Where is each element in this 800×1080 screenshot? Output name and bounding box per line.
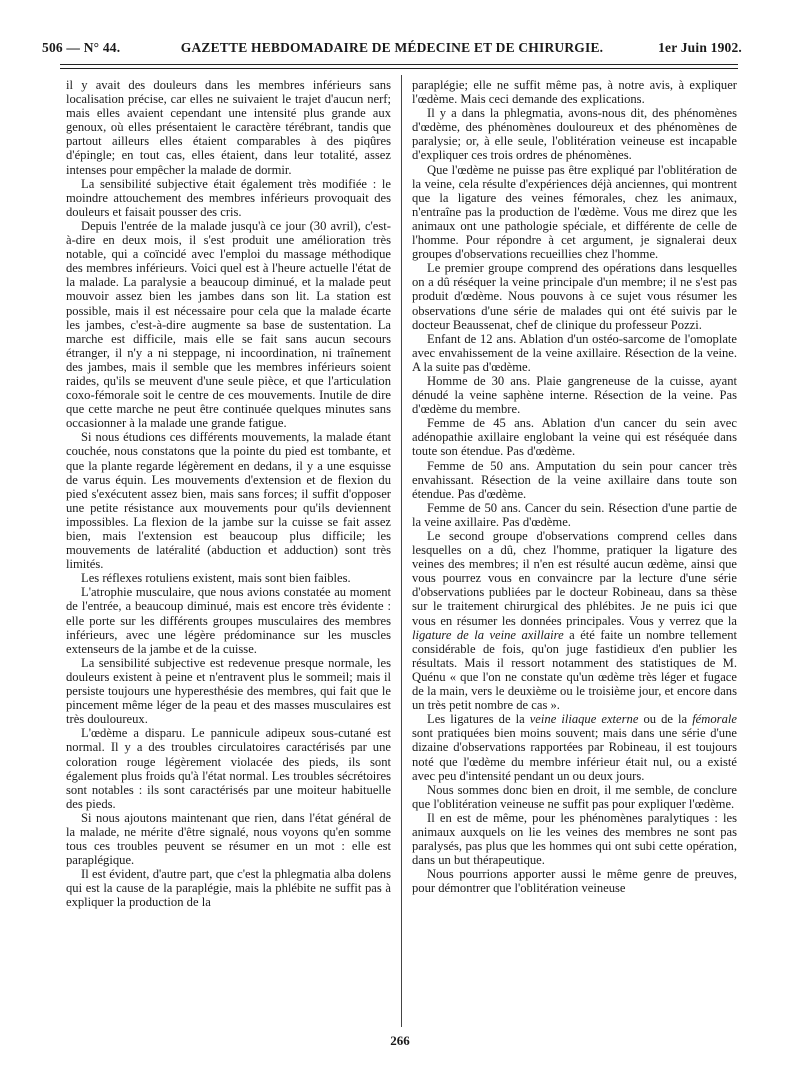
header-rule-top <box>60 64 738 65</box>
paragraph: Le premier groupe comprend des opérations dans lesquelles on a dû réséquer la veine principale d'un membre; il ne s'est pas produit d'œdème. Nous pouvons à ce sujet vous résumer les observations d'une série de malades qui ont été suivis par le docteur Beaussenat, chef de clinique du professeur Pozzi. <box>412 261 737 332</box>
header-rule-bottom <box>60 68 738 69</box>
text-run: Les ligatures de la <box>427 712 525 727</box>
journal-title: GAZETTE HEBDOMADAIRE DE MÉDECINE ET DE CHIRURGIE. <box>180 40 604 55</box>
paragraph: Femme de 50 ans. Cancer du sein. Résection d'une partie de la veine axillaire. Pas d'œdème. <box>412 500 737 529</box>
paragraph <box>412 712 737 782</box>
paragraph: Nous pourrions apporter aussi le même genre de preuves, pour démontrer que l'oblitération veineuse <box>412 867 737 896</box>
text-run: Le second groupe d'observations comprend celles dans lesquelles on a dû, chez l'homme, pratiquer la ligature des veines des membres; il n'en est résulté aucun œdème, ainsi que vous pourrez vous en convaincre par la lecture d'une série d'observations publiées par le docteur Robineau, dans sa thèse sur le traitement chirurgical des phlébites. Je ne puis ici que vous en résumer les données principales. Vous y verrez que la <box>412 529 737 628</box>
paragraph: Enfant de 12 ans. Ablation d'un ostéo-sarcome de l'omoplate avec envahissement de la veine axillaire. Résection de la veine. A la suite pas d'œdème. <box>412 331 737 374</box>
paragraph <box>412 529 737 712</box>
paragraph: La sensibilité subjective est redevenue presque normale, les douleurs existent à peine et n'entravent plus le sommeil; mais il persiste toujours une hyperesthésie des membres, qui fait que le pincement même léger de la peau et des masses musculaires est très douloureux. <box>66 655 391 727</box>
paragraph: Si nous étudions ces différents mouvements, la malade étant couchée, nous constatons que la pointe du pied est tombante, et que la plante regarde légèrement en dedans, il y a une esquisse de varus équin. Les mouvements d'extension et de flexion du pied s'exécutent assez bien, mais sans forces; il suffit d'opposer une petite résistance aux mouvements pour qu'ils deviennent impossibles. La flexion de la jambe sur la cuisse se fait assez bien, mais l'extension est beaucoup plus difficile; les mouvements de latéralité (abduction et adduction) sont très limités. <box>66 430 391 572</box>
page-issue-number: 506 — N° 44. <box>42 40 121 55</box>
paragraph: Depuis l'entrée de la malade jusqu'à ce jour (30 avril), c'est-à-dire en deux mois, il s'est produit une amélioration très notable, qui a coïncidé avec l'emploi du massage méthodique des membres inférieurs. Voici quel est à l'heure actuelle l'état de la malade. La paralysie a beaucoup diminué, et la malade peut mouvoir assez bien les jambes dans son lit. La station est possible, mais il est nécessaire pour cela que la malade écarte les jambes, c'est-à-dire augmente sa base de sustentation. La marche est difficile, mais elle se fait sans aucun secours étranger, il n'y a ni steppage, ni incoordination, ni traînement des jambes, mais il semble que les membres inférieurs soient raides, qu'ils se meuvent d'une seule pièce, et que l'articulation coxo-fémorale soit le centre de ces mouvements. Inutile de dire que cette marche ne peut être continuée quelques minutes sans occasionner à la malade une grande fatigue. <box>66 218 391 431</box>
paragraph: Que l'œdème ne puisse pas être expliqué par l'oblitération de la veine, cela résulte d'expériences déjà anciennes, qui montrent que la ligature des veines fémorales, chez les animaux, n'entraîne pas la production de l'œdème. Vous me direz que les animaux ont une pathologie spéciale, et différente de celle de l'homme. Pour répondre à cet argument, je signalerai deux groupes d'observations recueillies chez l'homme. <box>412 162 737 262</box>
paragraph: Si nous ajoutons maintenant que rien, dans l'état général de la malade, ne mérite d'être signalé, nous voyons qu'en somme tous ces troubles peuvent se résumer en un mot : elle est paraplégique. <box>66 810 391 868</box>
text-run: a été faite un nombre tellement considérable de fois, qu'on juge fastidieux d'en publier les résultats. Mais il ressort notamment des statistiques de M. Quénu « que l'on ne constate qu'un œdème très léger et fugace de la main, vers le deuxième ou le troisième jour, et encore dans un très petit nombre de cas ». <box>412 627 737 713</box>
left-column <box>66 78 391 910</box>
paragraph: paraplégie; elle ne suffit même pas, à notre avis, à expliquer l'œdème. Mais ceci demande des explications. <box>412 78 737 107</box>
paragraph: il y avait des douleurs dans les membres inférieurs sans localisation précise, car elles ne suivaient le trajet d'aucun nerf; mais elles avaient cependant une intensité plus grande aux genoux, où elles présentaient le caractère térébrant, tandis que partout ailleurs elles étaient comparables à des piqûres d'épingle; en tout cas, elles étaient, dans leur totalité, assez intenses pour empêcher la malade de dormir. <box>66 78 391 177</box>
paragraph: L'œdème a disparu. Le pannicule adipeux sous-cutané est normal. Il y a des troubles circulatoires caractérisés par une coloration rouge légèrement violacée des pieds, ils sont également plus froids qu'à l'état normal. Les troubles sécrétoires sont notables : ils sont caractérisés par une moiteur habituelle des pieds. <box>66 726 391 811</box>
paragraph: Nous sommes donc bien en droit, il me semble, de conclure que l'oblitération veineuse ne suffit pas pour expliquer l'œdème. <box>412 782 737 811</box>
italic-term: fémorale <box>692 712 737 727</box>
italic-term: ligature de la veine axillaire <box>412 627 564 642</box>
paragraph: Il est évident, d'autre part, que c'est la phlegmatia alba dolens qui est la cause de la paraplégie, mais la phlébite ne suffit pas à expliquer la production de la <box>66 867 391 910</box>
issue-date: 1er Juin 1902. <box>658 40 742 55</box>
paragraph: Les réflexes rotuliens existent, mais sont bien faibles. <box>81 571 351 586</box>
running-header <box>42 38 742 62</box>
paragraph: La sensibilité subjective était également très modifiée : le moindre attouchement des membres inférieurs provoquait des douleurs et faisait pousser des cris. <box>66 176 391 219</box>
paragraph: Femme de 45 ans. Ablation d'un cancer du sein avec adénopathie axillaire englobant la veine qui est réséquée dans toute son étendue. Pas d'œdème. <box>412 416 737 459</box>
page-number: 266 <box>390 1033 410 1048</box>
column-divider <box>401 75 402 1027</box>
text-run: ou de la <box>643 712 688 727</box>
paragraph: Femme de 50 ans. Amputation du sein pour cancer très envahissant. Résection de la veine axillaire dans toute son étendue. Pas d'œdème. <box>412 458 737 501</box>
paragraph: Il y a dans la phlegmatia, avons-nous dit, des phénomènes d'œdème, des phénomènes douloureux et des phénomènes de paralysie; or, à elle seule, l'oblitération veineuse est incapable d'expliquer ces trois ordres de phénomènes. <box>412 106 737 163</box>
paragraph: Il en est de même, pour les phénomènes paralytiques : les animaux auxquels on lie les veines des membres ne sont pas paralysés, pas plus que les hommes qui ont subi cette opération, dans un but thérapeutique. <box>412 810 737 868</box>
paragraph: L'atrophie musculaire, que nous avions constatée au moment de l'entrée, a beaucoup diminué, mais est encore très évidente : elle porte sur les différents groupes musculaires des membres inférieurs, avec une légère prédominance sur les muscles extenseurs de la jambe et de la cuisse. <box>66 585 391 656</box>
right-column <box>412 78 737 895</box>
paragraph: Homme de 30 ans. Plaie gangreneuse de la cuisse, ayant dénudé la veine saphène interne. Résection de la veine. Pas d'œdème du membre. <box>412 373 737 417</box>
italic-term: veine iliaque externe <box>529 712 639 727</box>
text-run: sont pratiquées bien moins souvent; mais dans une série d'une dizaine d'observations rapportées par Robineau, il est toujours noté que l'œdème du membre inférieur était nul, ou a existé avec peu d'intensité pendant un ou deux jours. <box>412 726 737 783</box>
